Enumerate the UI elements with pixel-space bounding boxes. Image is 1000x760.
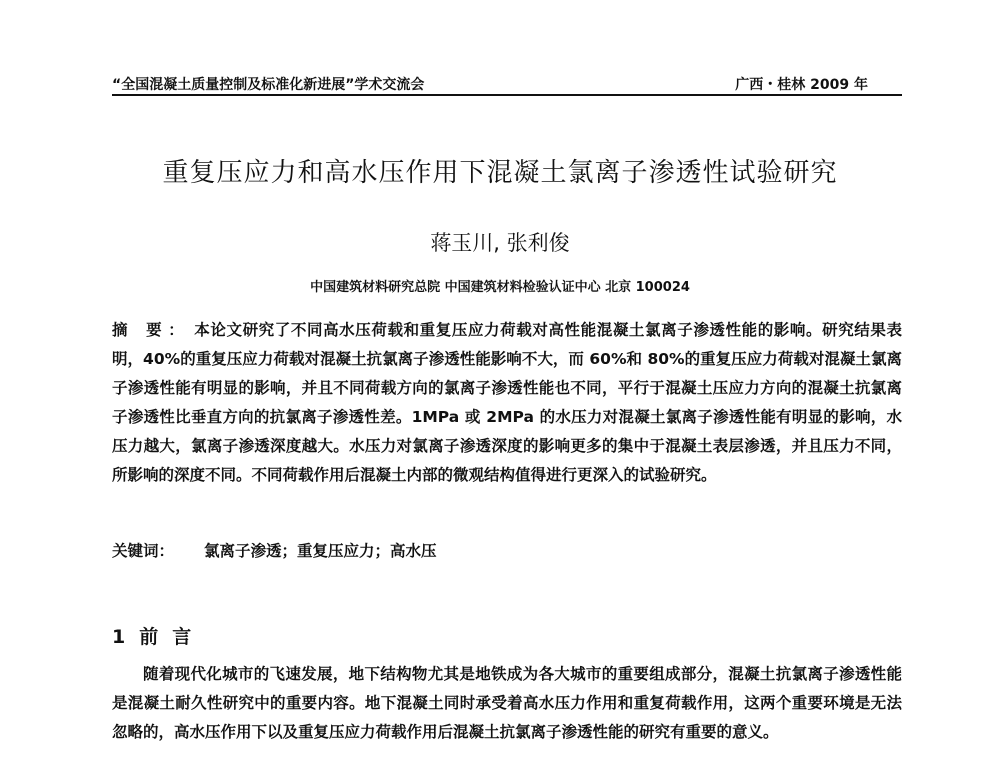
keywords-text: 氯离子渗透；重复压应力；高水压 [204, 542, 437, 560]
authors: 蒋玉川, 张利俊 [430, 231, 570, 255]
abstract [112, 316, 902, 490]
paper-title: 重复压应力和高水压作用下混凝土氯离子渗透性试验研究 [162, 158, 838, 188]
affiliation: 中国建筑材料研究总院 中国建筑材料检验认证中心 北京 100024 [310, 280, 690, 295]
keywords [112, 539, 902, 561]
section-title: 前言 [139, 626, 206, 648]
abstract-text: 本论文研究了不同高水压荷载和重复压应力荷载对高性能混凝土氯离子渗透性能的影响。研究结果表明，40%的重复压应力荷载对混凝土抗氯离子渗透性能影响不大，而 60%和 80%的重复压应力荷载对混凝土氯离子渗透性能有明显的影响，并且不同荷载方向的氯离子渗透性能也不同，平行于混凝土压应力方向的混凝土抗氯离子渗透性比垂直方向的抗氯离子渗透性差。1MPa 或 2MPa 的水压力对混凝土氯离子渗透性能有明显的影响，水压力越大，氯离子渗透深度越大。水压力对氯离子渗透深度的影响更多的集中于混凝土表层渗透，并且压力不同，所影响的深度不同。不同荷载作用后混凝土内部的微观结构值得进行更深入的试验研究。 [112, 321, 902, 484]
section-body: 随着现代化城市的飞速发展，地下结构物尤其是地铁成为各大城市的重要组成部分，混凝土抗氯离子渗透性能是混凝土耐久性研究中的重要内容。地下混凝土同时承受着高水压力作用和重复荷载作用，这两个重要环境是无法忽略的，高水压作用下以及重复压应力荷载作用后混凝土抗氯离子渗透性能的研究有重要的意义。 [112, 665, 902, 741]
running-header [112, 74, 902, 96]
location-year: 广西・桂林 2009 年 [735, 77, 868, 93]
keywords-label: 关键词： [112, 542, 175, 560]
conference-name: “全国混凝土质量控制及标准化新进展”学术交流会 [112, 77, 425, 93]
header-rule [112, 94, 902, 96]
abstract-label: 摘 要： [112, 321, 191, 339]
section-number: 1 [112, 626, 126, 648]
section-heading [112, 622, 205, 649]
